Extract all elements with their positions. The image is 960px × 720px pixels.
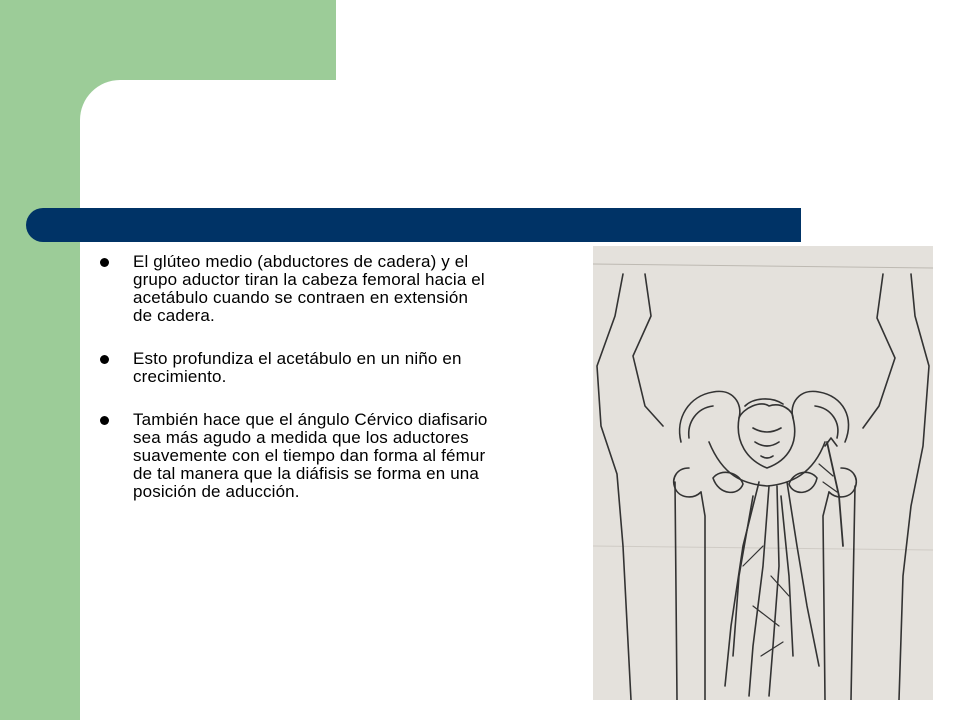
bullet-dot-icon [100,416,109,425]
bullet-text: El glúteo medio (abductores de cadera) y el grupo aductor tiran la cabeza femoral hacia el acetábulo cuando se contraen en extensión de cadera. [133,252,485,325]
bullet-list [100,253,490,526]
title-bar [26,208,801,242]
bullet-text: También hace que el ángulo Cérvico diafisario sea más agudo a medida que los aductores suavemente con el tiempo dan forma al fémur de tal manera que la diáfisis se forma en una posición de aducción. [133,410,488,501]
anatomy-figure [593,246,933,700]
bullet-item [100,350,490,386]
pelvis-illustration [593,246,933,700]
bullet-text: Esto profundiza el acetábulo en un niño en crecimiento. [133,349,462,386]
bullet-item [100,253,490,325]
bullet-item [100,411,490,501]
bullet-dot-icon [100,258,109,267]
bullet-dot-icon [100,355,109,364]
